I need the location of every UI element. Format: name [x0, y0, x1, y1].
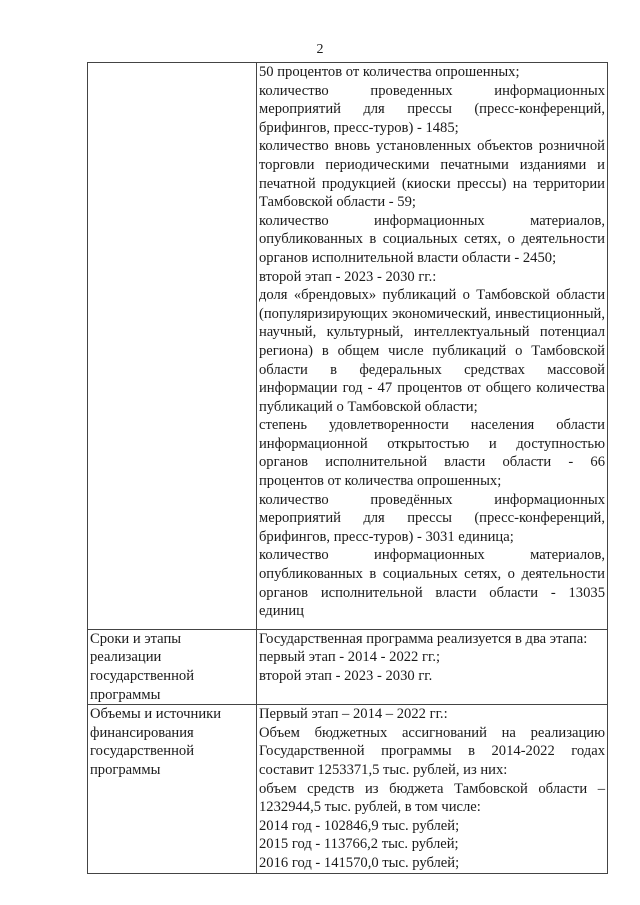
text-line: 50 процентов от количества опрошенных;: [259, 64, 520, 80]
table-row-terms: [88, 629, 608, 704]
text-paragraph: количество информационных материалов, опубликованных в социальных сетях, о деятельности органов исполнительной власти области - 13035 единиц: [259, 547, 605, 620]
passport-table: [87, 62, 608, 874]
table-row-indicators: [88, 63, 608, 630]
row-label-line: государственной: [90, 668, 195, 684]
text-paragraph: количество проведённых информационных мероприятий для прессы (пресс-конференций, брифингов, пресс-туров) - 3031 единица;: [259, 491, 605, 545]
row-label-cell: [88, 629, 257, 704]
text-line: Первый этап – 2014 – 2022 гг.:: [259, 706, 448, 723]
text-line: второй этап - 2023 - 2030 гг.: [259, 668, 433, 684]
row-content-cell: [257, 705, 608, 873]
text-line: 2016 год - 141570,0 тыс. рублей;: [259, 854, 460, 871]
row-label-line: финансирования: [90, 724, 194, 741]
text-paragraph: количество информационных материалов, опубликованных в социальных сетях, о деятельности органов исполнительной власти области - 2450;: [259, 212, 605, 266]
row-label-line: реализации: [90, 649, 162, 666]
text-paragraph: количество вновь установленных объектов розничной торговли периодическими печатными изданиями и печатной продукцией (киоски прессы) на территории Тамбовской области - 59;: [259, 138, 605, 211]
text-line: 2014 год - 102846,9 тыс. рублей;: [259, 817, 460, 834]
row-label-line: Сроки и этапы: [90, 630, 182, 647]
row-label-cell: [88, 705, 257, 873]
row-content-cell: [257, 63, 608, 630]
row-label-cell: [88, 63, 257, 630]
row-label-line: программы: [90, 761, 161, 778]
page-number: 2: [316, 42, 324, 57]
text-paragraph: доля «брендовых» публикаций о Тамбовской области (популяризирующих экономический, инвестиционный, научный, культурный, интеллектуальный потенциал региона) в общем числе публикаций о Тамбовской области в федеральных средствах массовой информации год - 47 процентов от общего количества публикаций о Тамбовской области;: [259, 287, 605, 415]
text-paragraph: степень удовлетворенности населения области информационной открытостью и доступностью органов исполнительной власти области - 66 процентов от количества опрошенных;: [259, 417, 605, 490]
row-label-line: государственной: [90, 743, 195, 760]
text-line: 2015 год - 113766,2 тыс. рублей;: [259, 836, 459, 853]
text-line: второй этап - 2023 - 2030 гг.:: [259, 268, 437, 285]
text-paragraph: количество проведенных информационных мероприятий для прессы (пресс-конференций, брифингов, пресс-туров) - 1485;: [259, 82, 605, 136]
text-line: Государственная программа реализуется в два этапа:: [259, 630, 588, 647]
text-line: первый этап - 2014 - 2022 гг.;: [259, 649, 441, 666]
row-content-cell: [257, 629, 608, 704]
row-label-line: программы: [90, 686, 161, 703]
table-row-funding: [88, 705, 608, 873]
row-label-line: Объемы и источники: [90, 706, 222, 723]
text-paragraph: объем средств из бюджета Тамбовской области – 1232944,5 тыс. рублей, в том числе:: [259, 780, 605, 816]
text-paragraph: Объем бюджетных ассигнований на реализацию Государственной программы в 2014-2022 годах составит 1253371,5 тыс. рублей, из них:: [259, 724, 605, 778]
